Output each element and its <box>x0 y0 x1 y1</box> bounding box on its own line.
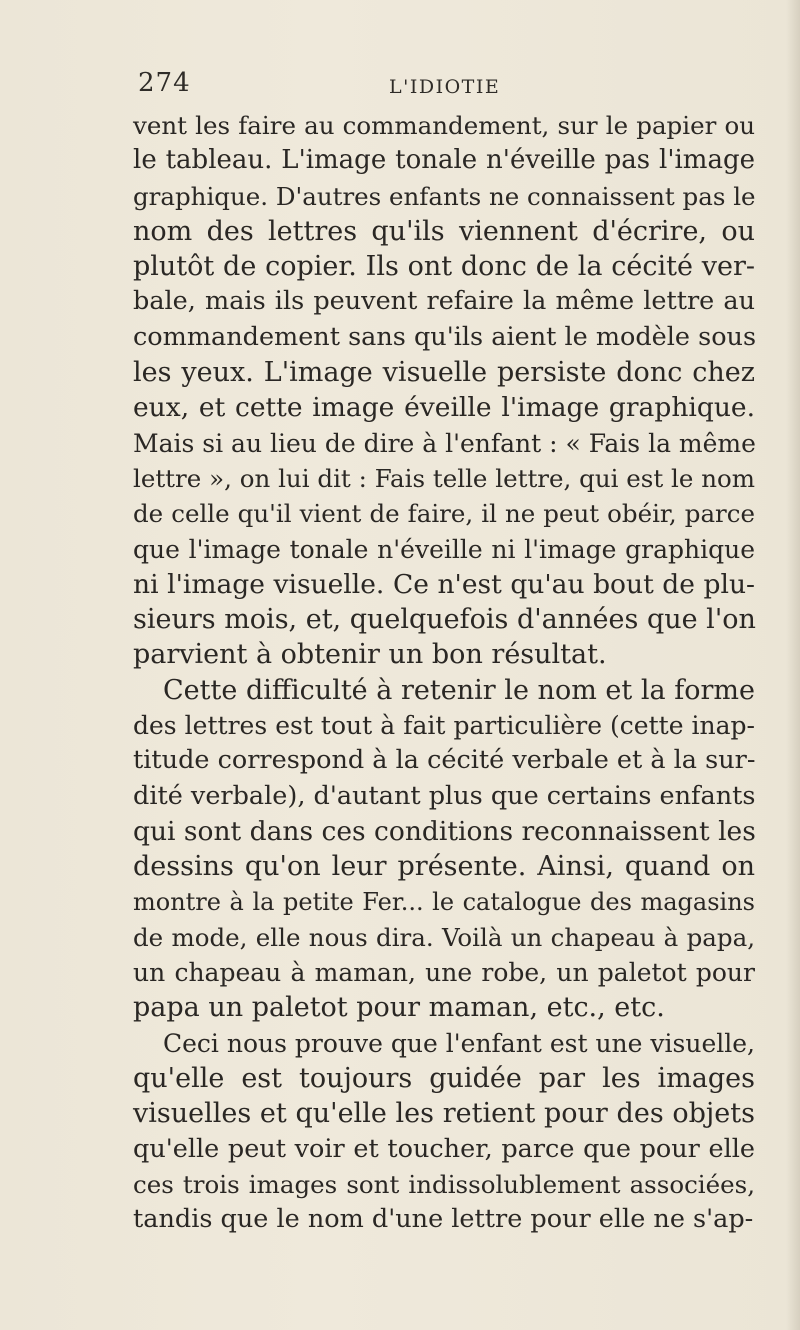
text-line: ces trois images sont indissolublement associées, <box>133 1169 755 1199</box>
text-line: qui sont dans ces conditions reconnaissent les <box>133 815 756 847</box>
text-line: Cette difficulté à retenir le nom et la forme <box>163 674 755 706</box>
text-line: de mode, elle nous dira. Voilà un chapeau à papa, <box>133 922 755 952</box>
text-line: titude correspond à la cécité verbale et à la sur- <box>133 745 756 776</box>
text-line: Ceci nous prouve que l'enfant est une visuelle, <box>163 1028 755 1058</box>
page-number: 274 <box>138 68 191 98</box>
text-line: un chapeau à maman, une robe, un paletot pour <box>133 958 755 988</box>
text-line: Mais si au lieu de dire à l'enfant : « Fais la même <box>133 428 756 458</box>
running-head: L'IDIOTIE <box>389 76 501 98</box>
text-line: de celle qu'il vient de faire, il ne peut obéir, parce <box>133 499 755 529</box>
text-line: montre à la petite Fer... le catalogue des magasins <box>133 887 755 916</box>
body-text <box>133 108 755 1238</box>
text-line: dessins qu'on leur présente. Ainsi, quand on <box>133 851 755 883</box>
text-line: commandement sans qu'ils aient le modèle sous <box>133 321 757 352</box>
text-line: papa un paletot pour maman, etc., etc. <box>133 992 665 1024</box>
paragraph <box>133 673 755 1026</box>
text-line: lettre », on lui dit : Fais telle lettre, qui est le nom <box>133 463 755 493</box>
text-line: le tableau. L'image tonale n'éveille pas l'image <box>133 145 755 176</box>
text-line: nom des lettres qu'ils viennent d'écrire, ou <box>133 215 755 247</box>
text-line: les yeux. L'image visuelle persiste donc chez <box>133 357 755 389</box>
text-line: des lettres est tout à fait particulière (cette inap- <box>133 711 755 741</box>
text-line: sieurs mois, et, quelquefois d'années que l'on <box>133 604 756 636</box>
text-line: dité verbale), d'autant plus que certains enfants <box>133 780 756 811</box>
page-header <box>0 68 800 108</box>
text-line: ni l'image visuelle. Ce n'est qu'au bout de plu- <box>133 568 755 600</box>
text-line: graphique. D'autres enfants ne connaissent pas le <box>133 181 756 211</box>
text-line: vent les faire au commandement, sur le papier ou <box>133 111 755 140</box>
text-line: qu'elle est toujours guidée par les images <box>133 1063 755 1095</box>
text-line: que l'image tonale n'éveille ni l'image graphique <box>133 534 755 564</box>
page-edge-shadow <box>786 0 800 1330</box>
text-line: eux, et cette image éveille l'image graphique. <box>133 392 755 424</box>
text-line: bale, mais ils peuvent refaire la même lettre au <box>133 286 755 317</box>
text-line: tandis que le nom d'une lettre pour elle ne s'ap- <box>133 1204 754 1235</box>
text-line: qu'elle peut voir et toucher, parce que pour elle <box>133 1133 755 1164</box>
paragraph <box>133 108 755 673</box>
text-line: plutôt de copier. Ils ont donc de la cécité ver- <box>133 251 755 283</box>
text-line: parvient à obtenir un bon résultat. <box>133 639 607 671</box>
paragraph <box>133 1026 755 1238</box>
text-line: visuelles et qu'elle les retient pour des objets <box>133 1098 755 1130</box>
